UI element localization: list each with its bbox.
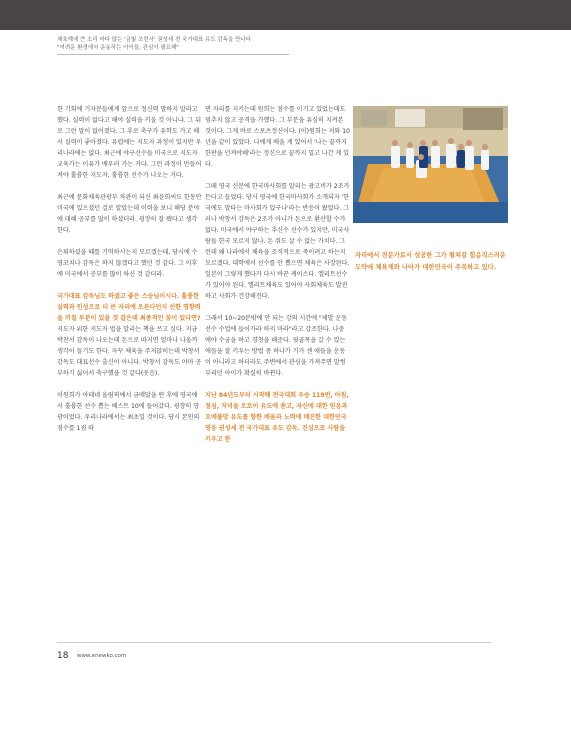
top-banner [0, 0, 571, 30]
text-column-middle [205, 104, 350, 456]
paragraph: 면 자리를 지키는데 원희는 점수를 이기고 있었는데도 멈추지 않고 공격을 가했다. 그 부분을 유심히 지켜본 것이다. 그게 바로 스포츠정신이다. (이)원희는 저와 10년을 같이 있었다. 나에게 배울 게 있어서 '나는 끝까지 한판을 던져야해'라는 정신으로 끝까지 밀고 나간 게 있다. [205, 106, 350, 168]
footer-divider [57, 642, 491, 643]
photo-illustration [353, 106, 508, 223]
paragraph: 한 기회에 기자분들에게 앞으로 정신력 말하지 말라고 했다. 실력이 없다고 해야 실력을 키울 것 아니냐. 그 뒤로 그런 말이 없어졌다. 그 후로 축구가 유학도 가고 해서 실력이 좋아졌다. 유럽에는 지도자 과정이 있지만 우리나라에는 없다. 최근에 야구선수들 미국으로 지도자 교육가는 이유가 배우러 가는 거다. 그런 과정이 만들어 져야 훌륭한 지도자, 훌륭한 선수가 나오는 거다. [57, 106, 202, 179]
paragraph: 그래서 10~20분밖에 안 되는 강의 시간에 "제발 운동선수 수업에 들어가라 하지 마라"라고 강조한다. 나중에야 수궁을 하고 경청을 해준다. 뒷골목을 갈 수 있는 애들을 잘 키우는 방법 중 하나가 기가 센 애들을 운동이 아니라고 하더라도 주변에서 관심을 가져주면 말썽부리던 아이가 확실히 바뀐다. [205, 315, 348, 377]
judo-training-photo [353, 106, 508, 223]
header-divider [57, 54, 289, 55]
interview-question: 국가대표 감독님도 하셨고 좋은 스승님이시다. 훌륭한 실력과 인성으로 더 큰 자리에 오른다던지 선한 영향력을 끼칠 부분이 있을 것 같은데 최종적인 꿈이 있다면? [57, 293, 201, 322]
page-number: 18 [57, 651, 69, 661]
header-line-1: 체육계에 큰 소리 마다 않는 '금빛 조련사' 권성세 전 국가대표 유도 감독을 만나다 [57, 37, 252, 43]
closing-highlight: 지난 84년도부터 시작해 전국대회 우승 119번, 아침, 점심, 저녁을 오로이 유도에 쏟고, 자신에 대한 믿음과 오메불망 유도를 향한 배움과 노력에 매진한 대한민국 영웅 권성세 전 국가대표 유도 감독. 진심으로 사람을 키우고 한 [205, 392, 349, 443]
article-header [57, 37, 287, 52]
text-column-left [57, 104, 202, 445]
paragraph: 지도자 위한 지도자 법을 알리는 책을 쓰고 싶다. 지금 박찬서 감독이 나오는데 돈으로 따지면 얼마나 나올까 생각이 들기도 한다. 자꾸 체육을 주저앉히는데 박창서 감독도 대표선수 출신이 아니다. 박창서 감독도 아마 공부하기 싫어서 축구했을 것 같다(웃음). [57, 326, 202, 377]
paragraph: 이원희가 아테네 올림픽에서 금메달을 딴 후에 영국에서 훌륭한 선수 뽑는 베스트 10에 들어갔다. 굉장히 영광이었다. 우리나라에서는 최초일 것이다. 당시 본인의 점수를 1점 따 [57, 392, 200, 432]
paragraph: 은퇴하셨을 때를 기억하시는지 모르겠는데, 당시에 수영코치나 감독은 하지 않겠다고 했던 것 같다. 그 이후에 미국에서 공부를 많이 하신 것 같더라. [57, 249, 198, 278]
website-url: www.enewko.com [77, 653, 127, 659]
paragraph: 그때 영국 신문에 한국마사회를 알리는 광고비가 2조가 든다고 들었다. 당시 영국에 한국마사회가 소개되자 '한국에도 말타는 마사회가 있구나'라는 반응이 왔었다. 그러나 박창서 감독은 2조가 아니가 돈으로 환산할 수가 없다. 미국에서 야구하는 추신수 선수가 있지만, 미국사람들 한국 모르지 않나. 돈 줘도 살 수 없는 가치다. 그런데 왜 나라에서 체육을 조직적으로 죽이려고 하는지 모르겠다. 대학에서 선수를 안 뽑으면 체육은 사장된다. 일본이 그렇게 했다가 다시 바꾼 케이스다. 엘리트선수가 있어야 된다. 엘리트체육도 있어야 사회체육도 발전하고 사회가 건강해진다. [205, 183, 350, 300]
header-line-2: "여려운 환경에서 운동하는 아이들, 관심이 필요해" [57, 44, 179, 51]
pull-quote: 자리에서 전문가로서 성공한 그가 펼쳐갈 힘음직스러운 도약에 체육계와 나아가 대한민국이 주목하고 있다. [355, 252, 506, 271]
paragraph: 최근에 문화체육관광부 차관이 되신 최윤희씨도 한동안 미국에 있으셨던 걸로 알았는데 이력을 보니 해당 분야에 대해 공부를 많이 하셨더라. 굉장히 잘 됐다고 생각한다. [57, 194, 202, 234]
